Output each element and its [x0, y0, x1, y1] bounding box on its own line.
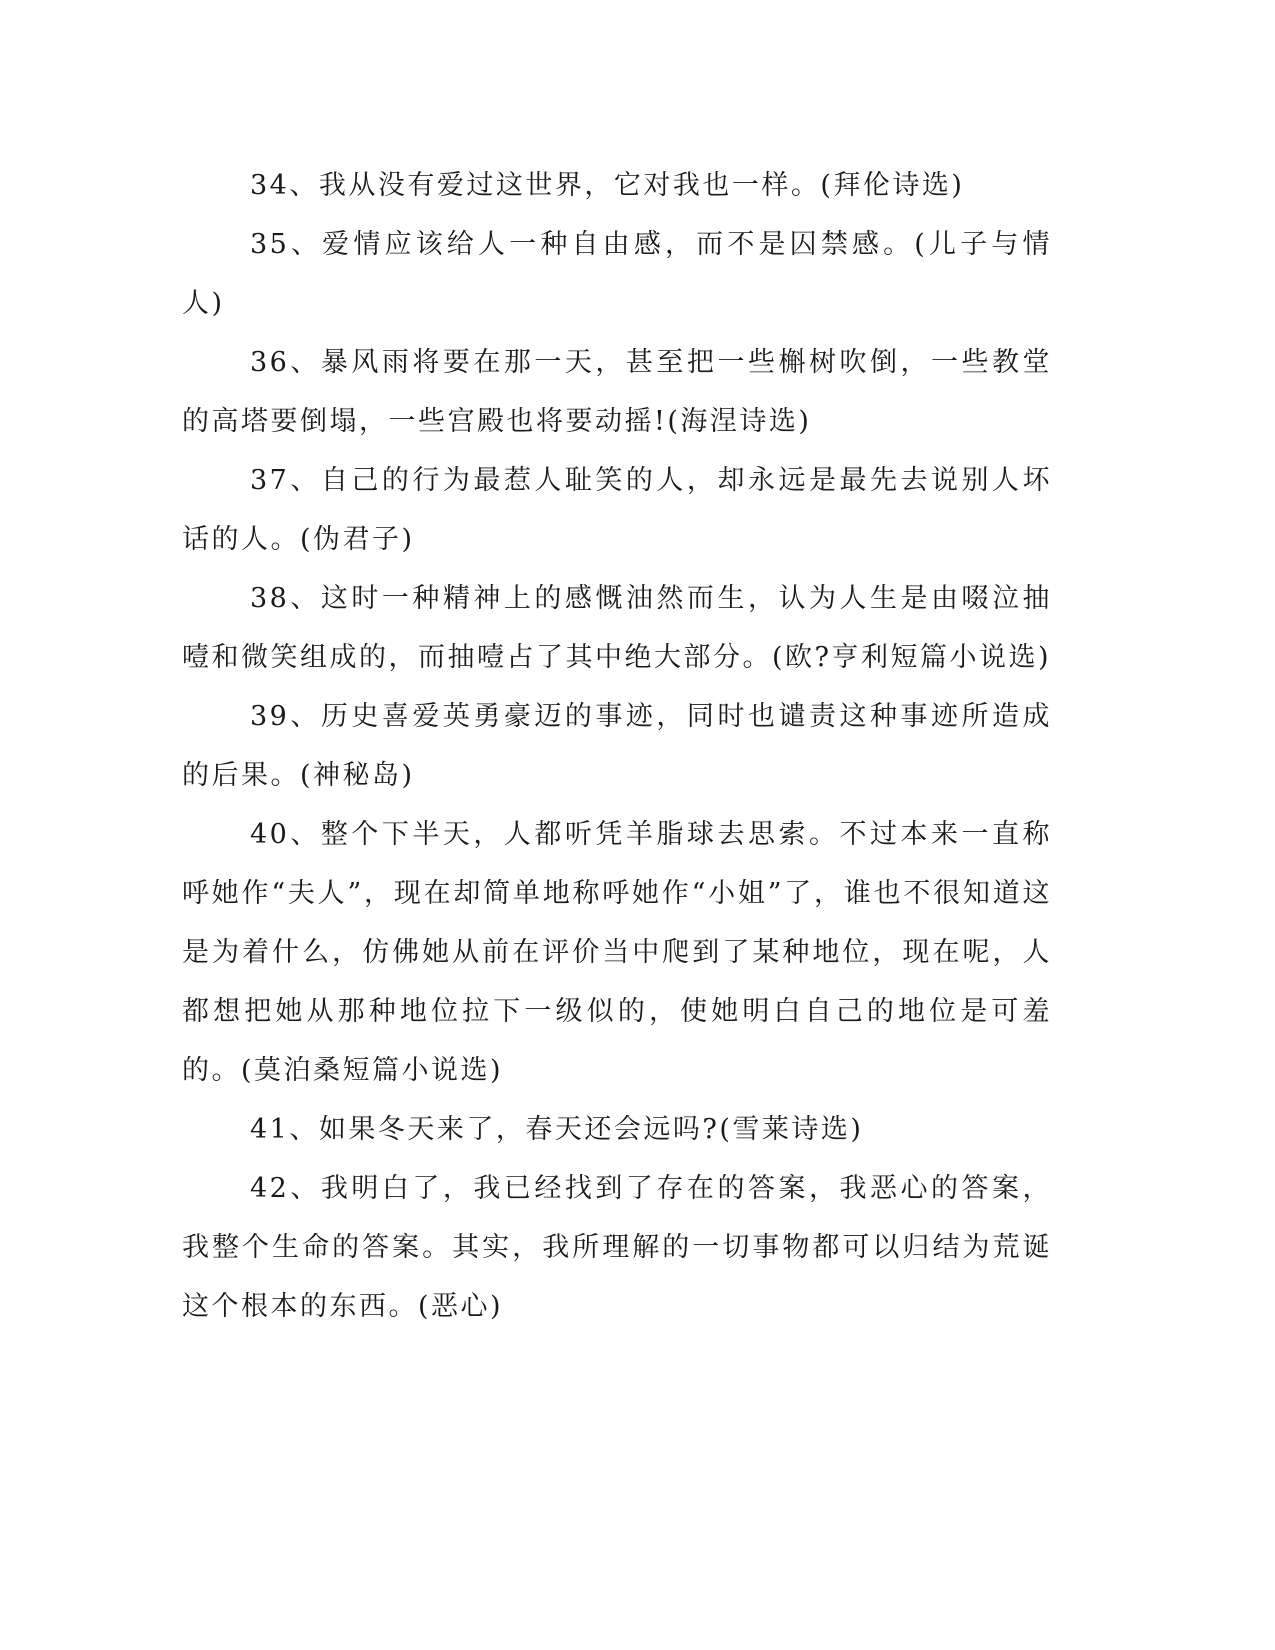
document-body — [182, 156, 1052, 1336]
quote-paragraph-36: 36、暴风雨将要在那一天，甚至把一些槲树吹倒，一些教堂的高塔要倒塌，一些宫殿也将要动摇!(海涅诗选) — [182, 347, 1052, 437]
quote-paragraph-37: 37、自己的行为最惹人耻笑的人，却永远是最先去说别人坏话的人。(伪君子) — [182, 465, 1052, 555]
quote-paragraph-42: 42、我明白了，我已经找到了存在的答案，我恶心的答案，我整个生命的答案。其实，我所理解的一切事物都可以归结为荒诞这个根本的东西。(恶心) — [182, 1173, 1052, 1322]
quote-paragraph-40: 40、整个下半天，人都听凭羊脂球去思索。不过本来一直称呼她作“夫人”，现在却简单地称呼她作“小姐”了，谁也不很知道这是为着什么，仿佛她从前在评价当中爬到了某种地位，现在呢，人都想把她从那种地位拉下一级似的，使她明白自己的地位是可羞的。(莫泊桑短篇小说选) — [182, 819, 1052, 1086]
quote-paragraph-41: 41、如果冬天来了，春天还会远吗?(雪莱诗选) — [250, 1114, 864, 1145]
quote-paragraph-39: 39、历史喜爱英勇豪迈的事迹，同时也谴责这种事迹所造成的后果。(神秘岛) — [182, 701, 1052, 791]
quote-paragraph-35: 35、爱情应该给人一种自由感，而不是囚禁感。(儿子与情人) — [182, 229, 1052, 319]
quote-paragraph-38: 38、这时一种精神上的感慨油然而生，认为人生是由啜泣抽噎和微笑组成的，而抽噎占了其中绝大部分。(欧?亨利短篇小说选) — [182, 583, 1052, 673]
quote-paragraph-34: 34、我从没有爱过这世界，它对我也一样。(拜伦诗选) — [250, 170, 965, 201]
